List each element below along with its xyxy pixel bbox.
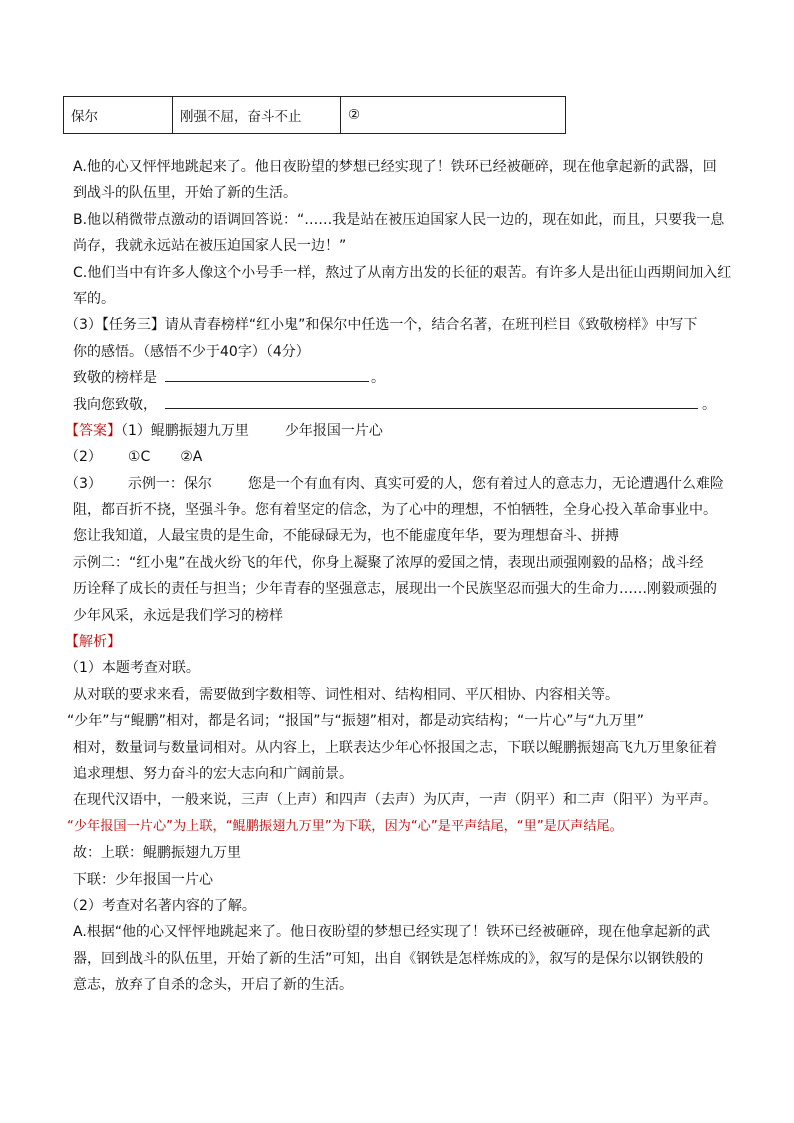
text-line: 到战斗的队伍里，开始了新的生活。 (73, 185, 297, 202)
text-line: 故：上联：鲲鹏振翅九万里 (73, 845, 241, 862)
text-line: 在现代汉语中，一般来说，三声（上声）和四声（去声）为仄声，一声（阴平）和二声（阳平）为平声。 (73, 792, 717, 809)
fill-line-2 (73, 392, 733, 418)
text-line: （2）考查对名著内容的了解。 (65, 897, 256, 914)
answer-prefix: （2） (65, 449, 102, 466)
text-line: C.他们当中有许多人像这个小号手一样，熬过了从南方出发的长征的艰苦。有许多人是出征山西期间加入红 (73, 264, 732, 281)
text-line: 尚存，我就永远站在被压迫国家人民一边！” (73, 238, 347, 255)
fill-end: 。 (702, 396, 716, 413)
text-line: 少年风采，永远是我们学习的榜样 (73, 607, 283, 624)
text-line: 下联：少年报国一片心 (73, 871, 213, 888)
text-line: （3）【任务三】请从青春榜样“红小鬼”和保尔中任选一个，结合名著，在班刊栏目《致敬榜样》中写下 (65, 317, 698, 334)
analysis-tag: 【解析】 (65, 634, 121, 651)
text-line: 历诠释了成长的责任与担当；少年青春的坚强意志，展现出一个民族坚忍而强大的生命力……刚毅顽强的 (73, 581, 717, 598)
answer-line-1 (65, 418, 733, 444)
fill-label: 致敬的榜样是 (73, 370, 157, 387)
text-line: 示例二：“红小鬼”在战火纷飞的年代，你身上凝聚了浓厚的爱国之情，表现出顽强刚毅的品格；战斗经 (73, 554, 704, 571)
answer-text: ①C (127, 449, 151, 466)
text-line: 军的。 (73, 290, 115, 307)
fill-blank[interactable] (165, 365, 369, 382)
answer-prefix: （1） (121, 422, 151, 439)
text-line: 器，回到战斗的队伍里，开始了新的生活”可知，出自《钢铁是怎样炼成的》，叙写的是保尔以钢铁般的 (73, 950, 704, 967)
answer-tag: 【答案】 (65, 422, 121, 439)
answer-text: 您是一个有血有肉、真实可爱的人，您有着过人的意志力，无论遭遇什么难险 (247, 475, 724, 492)
text-line: 您让我知道，人最宝贵的是生命，不能碌碌无为，也不能虚度年华，要为理想奋斗、拼搏 (73, 528, 619, 545)
text-line: （1）本题考查对联。 (65, 660, 200, 677)
answer-line-3 (65, 471, 733, 497)
answer-text: 少年报国一片心 (284, 422, 383, 439)
text-line: 相对，数量词与数量词相对。从内容上，上联表达少年心怀报国之志，下联以鲲鹏振翅高飞九万里象征着 (73, 739, 717, 756)
answer-label: 示例一：保尔 (127, 475, 212, 492)
fill-line-1 (73, 365, 733, 391)
table-cell-trait: 刚强不屈，奋斗不止 (173, 97, 341, 134)
text-line: 从对联的要求来看，需要做到字数相等、词性相对、结构相同、平仄相协、内容相关等。 (73, 686, 619, 703)
fill-label: 我向您致敬， (73, 396, 157, 413)
fill-blank[interactable] (165, 392, 698, 409)
text-line: “少年”与“鲲鹏”相对，都是名词；“报国”与“振翅”相对，都是动宾结构；“一片心”与“九万里” (67, 713, 645, 730)
answer-text: 鲲鹏振翅九万里 (150, 422, 249, 439)
text-line: 追求理想、努力奋斗的宏大志向和广阔前景。 (73, 765, 353, 782)
text-line: 意志，放弃了自杀的念头，开启了新的生活。 (73, 977, 353, 994)
table-row (64, 97, 566, 134)
text-line: 阻，都百折不挠，坚强斗争。您有着坚定的信念，为了心中的理想，不怕牺牲，全身心投入革命事业中。 (73, 502, 717, 519)
text-line: A.他的心又怦怦地跳起来了。他日夜盼望的梦想已经实现了！铁环已经被砸碎，现在他拿起新的武器，回 (73, 159, 717, 175)
answer-prefix: （3） (65, 475, 102, 492)
answer-line-2 (65, 444, 733, 470)
trait-table (63, 96, 566, 134)
text-line: A.根据“他的心又怦怦地跳起来了。他日夜盼望的梦想已经实现了！铁环已经被砸碎，现在他拿起新的武 (73, 924, 711, 941)
text-line-emphasis: “少年报国一片心”为上联，“鲲鹏振翅九万里”为下联，因为“心”是平声结尾，“里”是仄声结尾。 (67, 818, 623, 834)
table-cell-blank: ② (341, 97, 566, 134)
table-cell-name: 保尔 (64, 97, 173, 134)
answer-text: ②A (180, 449, 203, 466)
text-line: 你的感悟。（感悟不少于40字）（4分） (73, 343, 310, 360)
text-line: B.他以稍微带点激动的语调回答说：“……我是站在被压迫国家人民一边的，现在如此，而且，只要我一息 (73, 211, 725, 228)
fill-end: 。 (371, 370, 385, 387)
document-body (65, 154, 733, 999)
